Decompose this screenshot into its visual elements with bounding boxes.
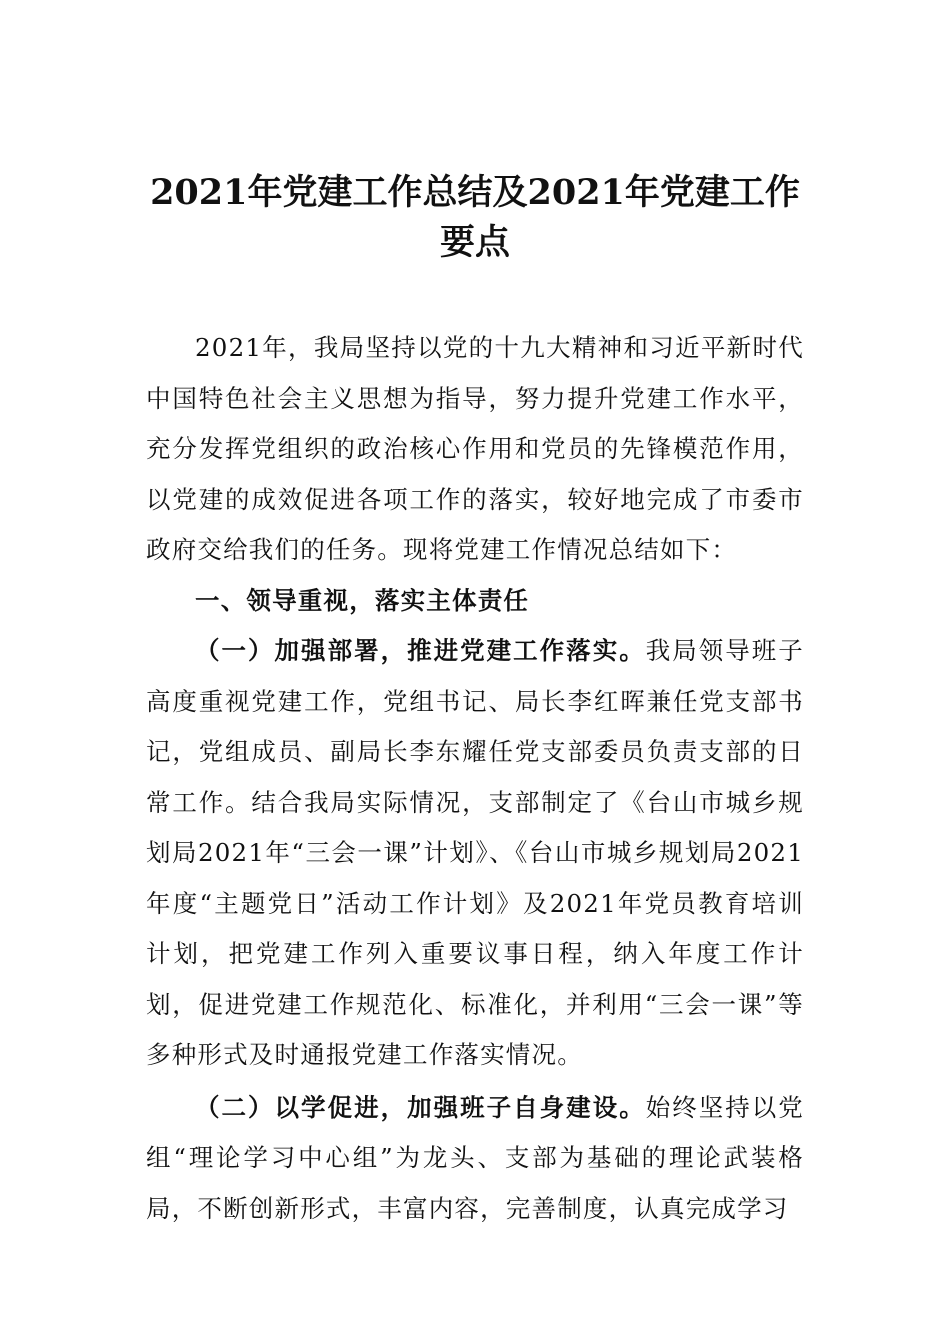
document-title: 2021年党建工作总结及2021年党建工作要点 [150, 172, 800, 263]
document-body [146, 323, 804, 1234]
paragraph-item-2 [146, 1083, 804, 1235]
paragraph-item-1 [146, 626, 804, 1081]
intro-paragraph: 2021年，我局坚持以党的十九大精神和习近平新时代中国特色社会主义思想为指导，努力提升党建工作水平，充分发挥党组织的政治核心作用和党员的先锋模范作用，以党建的成效促进各项工作的落实，较好地完成了市委市政府交给我们的任务。现将党建工作情况总结如下： [146, 333, 804, 564]
item-1-lead: （一）加强部署，推进党建工作落实。 [195, 636, 646, 665]
item-1-text: 我局领导班子高度重视党建工作，党组书记、局长李红晖兼任党支部书记，党组成员、副局长李东耀任党支部委员负责支部的日常工作。结合我局实际情况，支部制定了《台山市城乡规划局2021年“三会一课”计划》、《台山市城乡规划局2021年度“主题党日”活动工作计划》及2021年党员教育培训计划，把党建工作列入重要议事日程，纳入年度工作计划，促进党建工作规范化、标准化，并利用“三会一课”等多种形式及时通报党建工作落实情况。 [146, 636, 804, 1069]
section-heading: 一、领导重视，落实主体责任 [195, 585, 530, 615]
item-2-text: 始终坚持以党组“理论学习中心组”为龙头、支部为基础的理论武装格局，不断创新形式，丰富内容，完善制度，认真完成学习 [146, 1092, 804, 1223]
item-2-lead: （二）以学促进，加强班子自身建设。 [195, 1092, 646, 1122]
